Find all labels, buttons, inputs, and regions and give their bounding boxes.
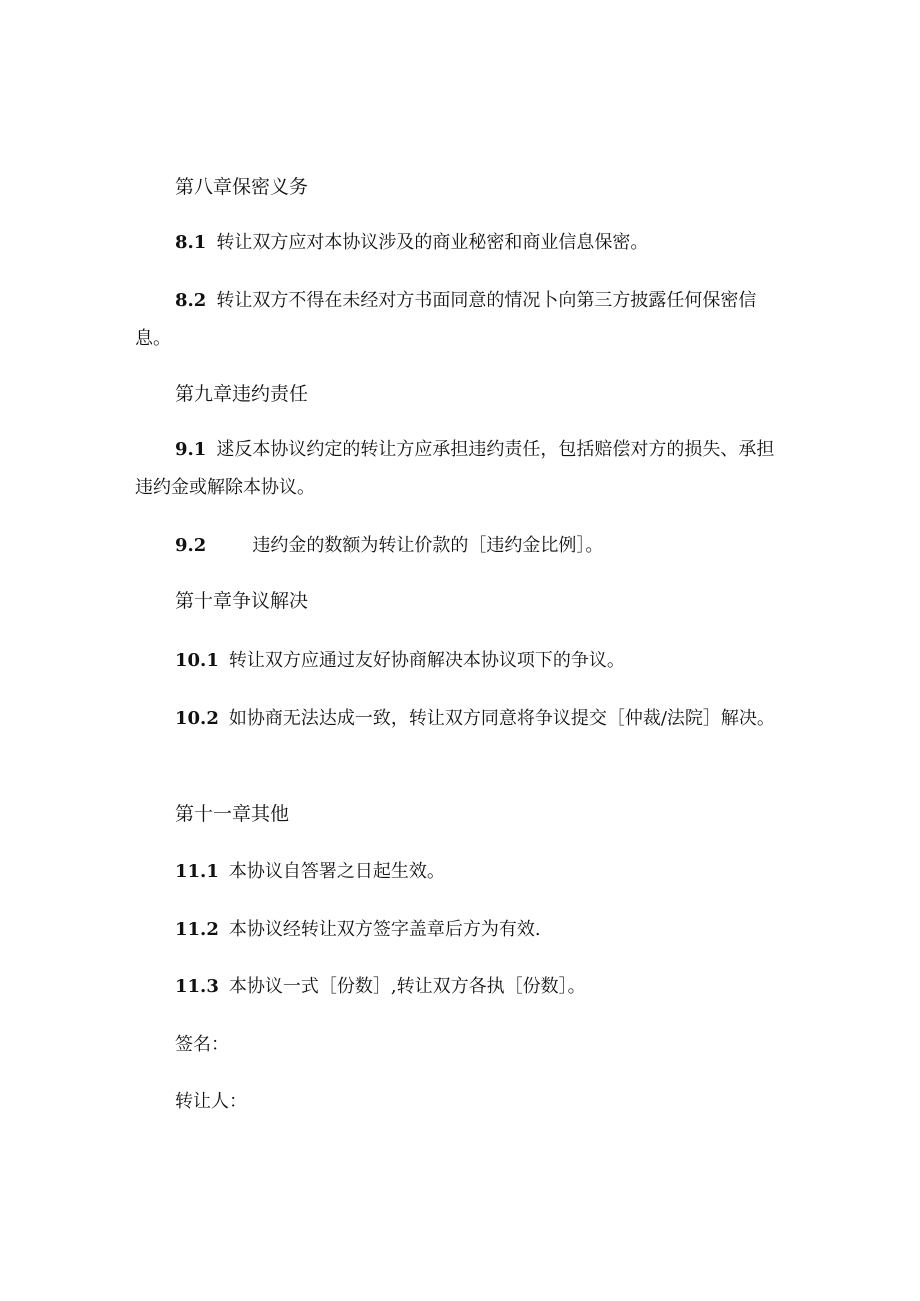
transferor-label: 转让人： xyxy=(175,1091,247,1112)
clause-text: 转让双方应对本协议涉及的商业秘密和商业信息保密。 xyxy=(216,232,649,253)
clause-number: 11.3 xyxy=(175,976,219,997)
clause-text: 违约金的数额为转让价款的［违约金比例］。 xyxy=(252,535,604,556)
clause-number: 10.2 xyxy=(175,708,219,729)
clause-8-2 xyxy=(135,282,785,358)
clause-text: 本协议经转让双方签字盖章后方为有效. xyxy=(228,919,541,940)
clause-number: 8.2 xyxy=(175,290,207,311)
clause-8-1 xyxy=(135,224,785,262)
clause-number: 11.1 xyxy=(175,861,219,882)
clause-text: 转让双方不得在未经对方书面同意的情况卜向第三方披露任何保密信息。 xyxy=(135,290,757,349)
clause-11-2 xyxy=(135,911,785,949)
chapter-11-heading: 第十一章其他 xyxy=(175,803,290,825)
clause-text: 转让双方应通过友好协商解决本协议项下的争议。 xyxy=(228,650,625,671)
clause-text: 逑反本协议约定的转让方应承担违约责任，包括赔偿对方的损失、承担违约金或解除本协议。 xyxy=(135,439,775,498)
clause-10-2 xyxy=(135,700,785,738)
clause-number: 11.2 xyxy=(175,919,219,940)
clause-text: 本协议一式［份数］,转让双方各执［份数］。 xyxy=(228,976,586,997)
clause-9-1 xyxy=(135,431,785,507)
clause-11-3 xyxy=(135,968,785,1006)
chapter-8-heading: 第八章保密义务 xyxy=(175,176,309,198)
clause-number: 10.1 xyxy=(175,650,219,671)
chapter-10-heading: 第十章争议解决 xyxy=(175,590,309,612)
signature-label: 签名： xyxy=(175,1034,229,1055)
chapter-9-heading: 第九章违约责任 xyxy=(175,383,309,405)
clause-10-1 xyxy=(135,642,785,680)
clause-text: 如协商无法达成一致，转让双方同意将争议提交［仲裁/法院］解决。 xyxy=(228,708,775,729)
clause-number: 9.2 xyxy=(175,535,207,556)
clause-number: 8.1 xyxy=(175,232,207,253)
clause-9-2 xyxy=(135,527,785,565)
clause-number: 9.1 xyxy=(175,439,207,460)
clause-text: 本协议自答署之日起生效。 xyxy=(228,861,445,882)
clause-11-1 xyxy=(135,853,785,891)
